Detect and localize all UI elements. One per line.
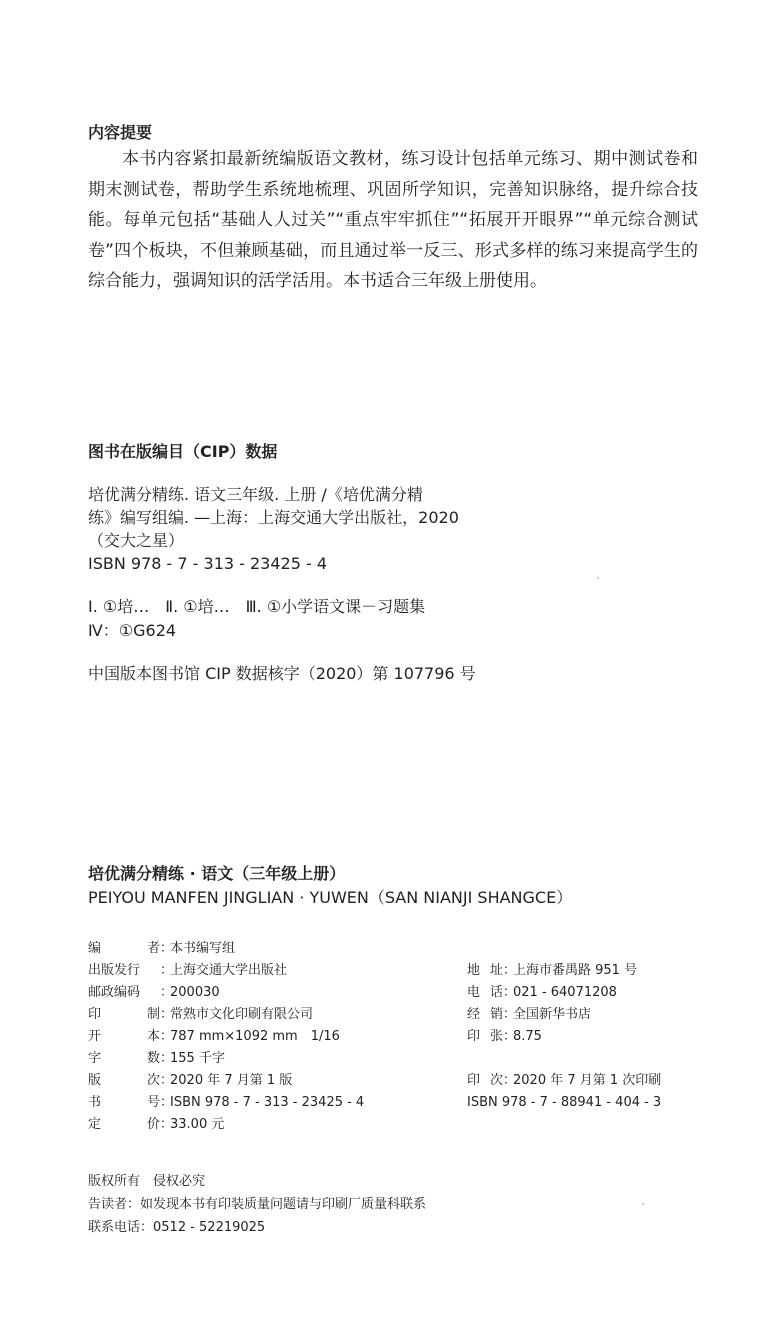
info-label: 定 价 xyxy=(88,1117,160,1132)
info-value: ISBN 978 - 7 - 88941 - 404 - 3 xyxy=(467,1095,662,1110)
info-value: 021 - 64071208 xyxy=(513,985,617,1000)
info-label: 编 者 xyxy=(88,941,160,956)
info-value: 2020 年 7 月第 1 次印刷 xyxy=(513,1073,662,1088)
info-row-address: 地 址 ： 上海市番禺路 951 号 xyxy=(467,960,661,982)
info-label: 书 号 xyxy=(88,1095,160,1110)
cip-line: 培优满分精练. 语文三年级. 上册 /《培优满分精 xyxy=(88,485,423,504)
cip-line: （交大之星） xyxy=(88,531,185,550)
info-value: 上海市番禺路 951 号 xyxy=(513,963,638,978)
summary-heading: 内容提要 xyxy=(88,123,153,142)
info-value: ISBN 978 - 7 - 313 - 23425 - 4 xyxy=(170,1095,365,1110)
cip-isbn-line: ISBN 978 - 7 - 313 - 23425 - 4 xyxy=(88,554,328,573)
contact-phone: 联系电话：0512 - 52219025 xyxy=(88,1220,266,1235)
info-value: 8.75 xyxy=(513,1029,542,1044)
copyright-notice: 版权所有 侵权必究 xyxy=(88,1174,206,1189)
info-label: 邮政编码 xyxy=(88,985,141,1000)
info-value: 上海交通大学出版社 xyxy=(170,963,288,978)
publication-info-right xyxy=(467,960,661,1114)
info-row-phone: 电 话 ： 021 - 64071208 xyxy=(467,982,661,1004)
info-value: 155 千字 xyxy=(170,1051,225,1066)
info-value: 全国新华书店 xyxy=(513,1007,592,1022)
info-row-edition: 版 次 ： 2020 年 7 月第 1 版 xyxy=(88,1070,364,1092)
info-value: 787 mm×1092 mm 1/16 xyxy=(170,1029,340,1044)
publication-info-left xyxy=(88,938,364,1136)
info-row-price: 定 价 ： 33.00 元 xyxy=(88,1114,364,1136)
reader-notice: 告读者：如发现本书有印装质量问题请与印刷厂质量科联系 xyxy=(88,1197,427,1212)
book-title-chinese: 培优满分精练 · 语文（三年级上册） xyxy=(88,864,346,883)
cip-heading: 图书在版编目（CIP）数据 xyxy=(88,442,278,461)
info-row-isbn: 书 号 ： ISBN 978 - 7 - 313 - 23425 - 4 xyxy=(88,1092,364,1114)
info-row-word-count: 字 数 ： 155 千字 xyxy=(88,1048,364,1070)
info-value: 常熟市文化印刷有限公司 xyxy=(170,1007,314,1022)
summary-body: 本书内容紧扣最新统编版语文教材，练习设计包括单元练习、期中测试卷和期末测试卷，帮助学生系统地梳理、巩固所学知识，完善知识脉络，提升综合技能。每单元包括“基础人人过关”“重点牢牢抓住”“拓展开开眼界”“单元综合测试卷”四个板块，不但兼顾基础，而且通过举一反三、形式多样的练习来提高学生的综合能力，强调知识的活学活用。本书适合三年级上册使用。 xyxy=(88,149,698,291)
scan-speck xyxy=(597,577,599,579)
info-value: 200030 xyxy=(170,985,220,1000)
info-label: 经 销 xyxy=(467,1007,503,1022)
info-value: 本书编写组 xyxy=(170,941,236,956)
info-label: 字 数 xyxy=(88,1051,160,1066)
info-label: 出版发行 xyxy=(88,963,141,978)
scan-speck xyxy=(642,1203,644,1205)
info-label: 开 本 xyxy=(88,1029,160,1044)
info-row-right-isbn xyxy=(467,1092,661,1114)
cip-index-line: Ⅳ：①G624 xyxy=(88,621,177,640)
info-label: 印 张 xyxy=(467,1029,503,1044)
book-title-pinyin: PEIYOU MANFEN JINGLIAN · YUWEN（SAN NIANJI SHANGCE） xyxy=(88,888,573,907)
info-value: 2020 年 7 月第 1 版 xyxy=(170,1073,293,1088)
info-label: 电 话 xyxy=(467,985,503,1000)
info-row-printer: 印 制 ： 常熟市文化印刷有限公司 xyxy=(88,1004,364,1026)
cip-index-line: Ⅰ. ①培… Ⅱ. ①培… Ⅲ. ①小学语文课－习题集 xyxy=(88,597,426,616)
info-value: 33.00 元 xyxy=(170,1117,225,1132)
info-label: 地 址 xyxy=(467,963,503,978)
cip-verification: 中国版本图书馆 CIP 数据核字（2020）第 107796 号 xyxy=(88,664,476,683)
info-row-printing: 印 次 ： 2020 年 7 月第 1 次印刷 xyxy=(467,1070,661,1092)
info-row-sheets: 印 张 ： 8.75 xyxy=(467,1026,661,1048)
info-row-publisher: 出版发行 ： 上海交通大学出版社 xyxy=(88,960,364,982)
info-label: 版 次 xyxy=(88,1073,160,1088)
info-row-editor: 编 者 ： 本书编写组 xyxy=(88,938,364,960)
info-row-postcode: 邮政编码 ： 200030 xyxy=(88,982,364,1004)
info-row-format: 开 本 ： 787 mm×1092 mm 1/16 xyxy=(88,1026,364,1048)
cip-line: 练》编写组编. —上海：上海交通大学出版社，2020 xyxy=(88,508,459,527)
info-row-distributor: 经 销 ： 全国新华书店 xyxy=(467,1004,661,1026)
info-label: 印 次 xyxy=(467,1073,503,1088)
info-label: 印 制 xyxy=(88,1007,160,1022)
